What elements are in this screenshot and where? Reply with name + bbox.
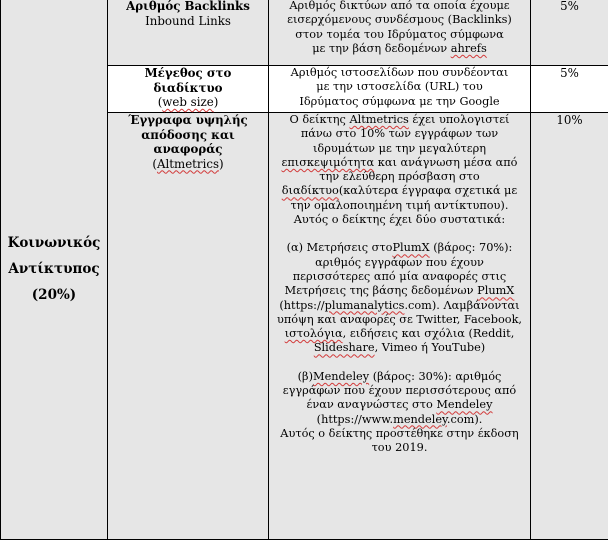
description-line: (https://www.mendeley.com).: [269, 413, 530, 427]
blank-line: [269, 356, 530, 370]
category-cell: [1, 0, 108, 540]
indicator-title-line: απόδοσης και: [108, 128, 268, 143]
indicator-cell-web-size: [108, 66, 269, 113]
description-line: Slideshare, Vimeo ή YouTube): [269, 341, 530, 355]
indicator-subtitle: (web size): [108, 95, 268, 110]
category-weight: (20%): [1, 282, 107, 308]
description-cell-altmetrics: [269, 113, 531, 540]
description-line: την ελεύθερη πρόσβαση στο: [269, 170, 530, 184]
category-line-1: Κοινωνικός: [1, 230, 107, 256]
description-line: εισερχόμενους συνδέσμους (Backlinks): [269, 13, 530, 27]
indicator-subtitle: (Altmetrics): [108, 157, 268, 172]
weight-cell-backlinks: 5%: [531, 0, 608, 66]
indicator-subtitle: Inbound Links: [108, 14, 268, 29]
description-line: με την ιστοσελίδα (URL) του: [269, 80, 530, 94]
description-line: έναν αναγνώστες στο Mendeley: [269, 398, 530, 412]
description-line: με την βάση δεδομένων ahrefs: [269, 42, 530, 56]
description-line: Αυτός ο δείκτης έχει δύο συστατικά:: [269, 213, 530, 227]
description-line: ιστολόγια, ειδήσεις και σχόλια (Reddit,: [269, 327, 530, 341]
description-line: Αυτός ο δείκτης προστέθηκε στην έκδοση: [269, 427, 530, 441]
description-line: (β)Mendeley (βάρος: 30%): αριθμός: [269, 370, 530, 384]
description-line: Μετρήσεις της βάσης δεδομένων PlumX: [269, 284, 530, 298]
description-line: (α) Μετρήσεις στοPlumX (βάρος: 70%):: [269, 241, 530, 255]
description-line: Ο δείκτης Altmetrics έχει υπολογιστεί: [269, 113, 530, 127]
description-cell-web-size: [269, 66, 531, 113]
description-line: περισσότερες από μία αναφορές στις: [269, 270, 530, 284]
blank-line: [269, 227, 530, 241]
weight-cell-altmetrics: 10%: [531, 113, 608, 540]
description-line: Ιδρύματος σύμφωνα με την Google: [269, 95, 530, 109]
description-line: διαδίκτυο(καλύτερα έγγραφα σχετικά με: [269, 184, 530, 198]
indicator-cell-backlinks: [108, 0, 269, 66]
indicator-title: Αριθμός Backlinks: [108, 0, 268, 14]
description-line: ιδρυμάτων με την μεγαλύτερη: [269, 142, 530, 156]
indicator-cell-altmetrics: [108, 113, 269, 540]
weight-cell-web-size: 5%: [531, 66, 608, 113]
description-line: επισκεψιμότητα και ανάγνωση μέσα από: [269, 156, 530, 170]
description-line: στον τομέα του Ιδρύματος σύμφωνα: [269, 28, 530, 42]
flagged-word: ahrefs: [451, 42, 487, 55]
description-line: του 2019.: [269, 441, 530, 455]
indicator-title-line: αναφοράς: [108, 142, 268, 157]
indicator-title-line: Έγγραφα υψηλής: [108, 113, 268, 128]
description-line: Αριθμός δικτύων από τα οποία έχουμε: [269, 0, 530, 13]
description-line: πάνω στο 10% των εγγράφων των: [269, 127, 530, 141]
indicator-title-line: Μέγεθος στο: [108, 66, 268, 81]
description-line: υπόψη και αναφορές σε Twitter, Facebook,: [269, 313, 530, 327]
description-line: την ομαλοποιημένη τιμή αντίκτυπου).: [269, 199, 530, 213]
table-row: [1, 0, 608, 66]
indicator-title-line: διαδίκτυο: [108, 81, 268, 96]
description-line: Αριθμός ιστοσελίδων που συνδέονται: [269, 66, 530, 80]
description-line: αριθμός εγγράφων που έχουν: [269, 256, 530, 270]
description-line: (https://plumanalytics.com). Λαμβάνονται: [269, 299, 530, 313]
category-line-2: Αντίκτυπος: [1, 256, 107, 282]
description-cell-backlinks: [269, 0, 531, 66]
description-line: εγγράφων που έχουν περισσότερους από: [269, 384, 530, 398]
